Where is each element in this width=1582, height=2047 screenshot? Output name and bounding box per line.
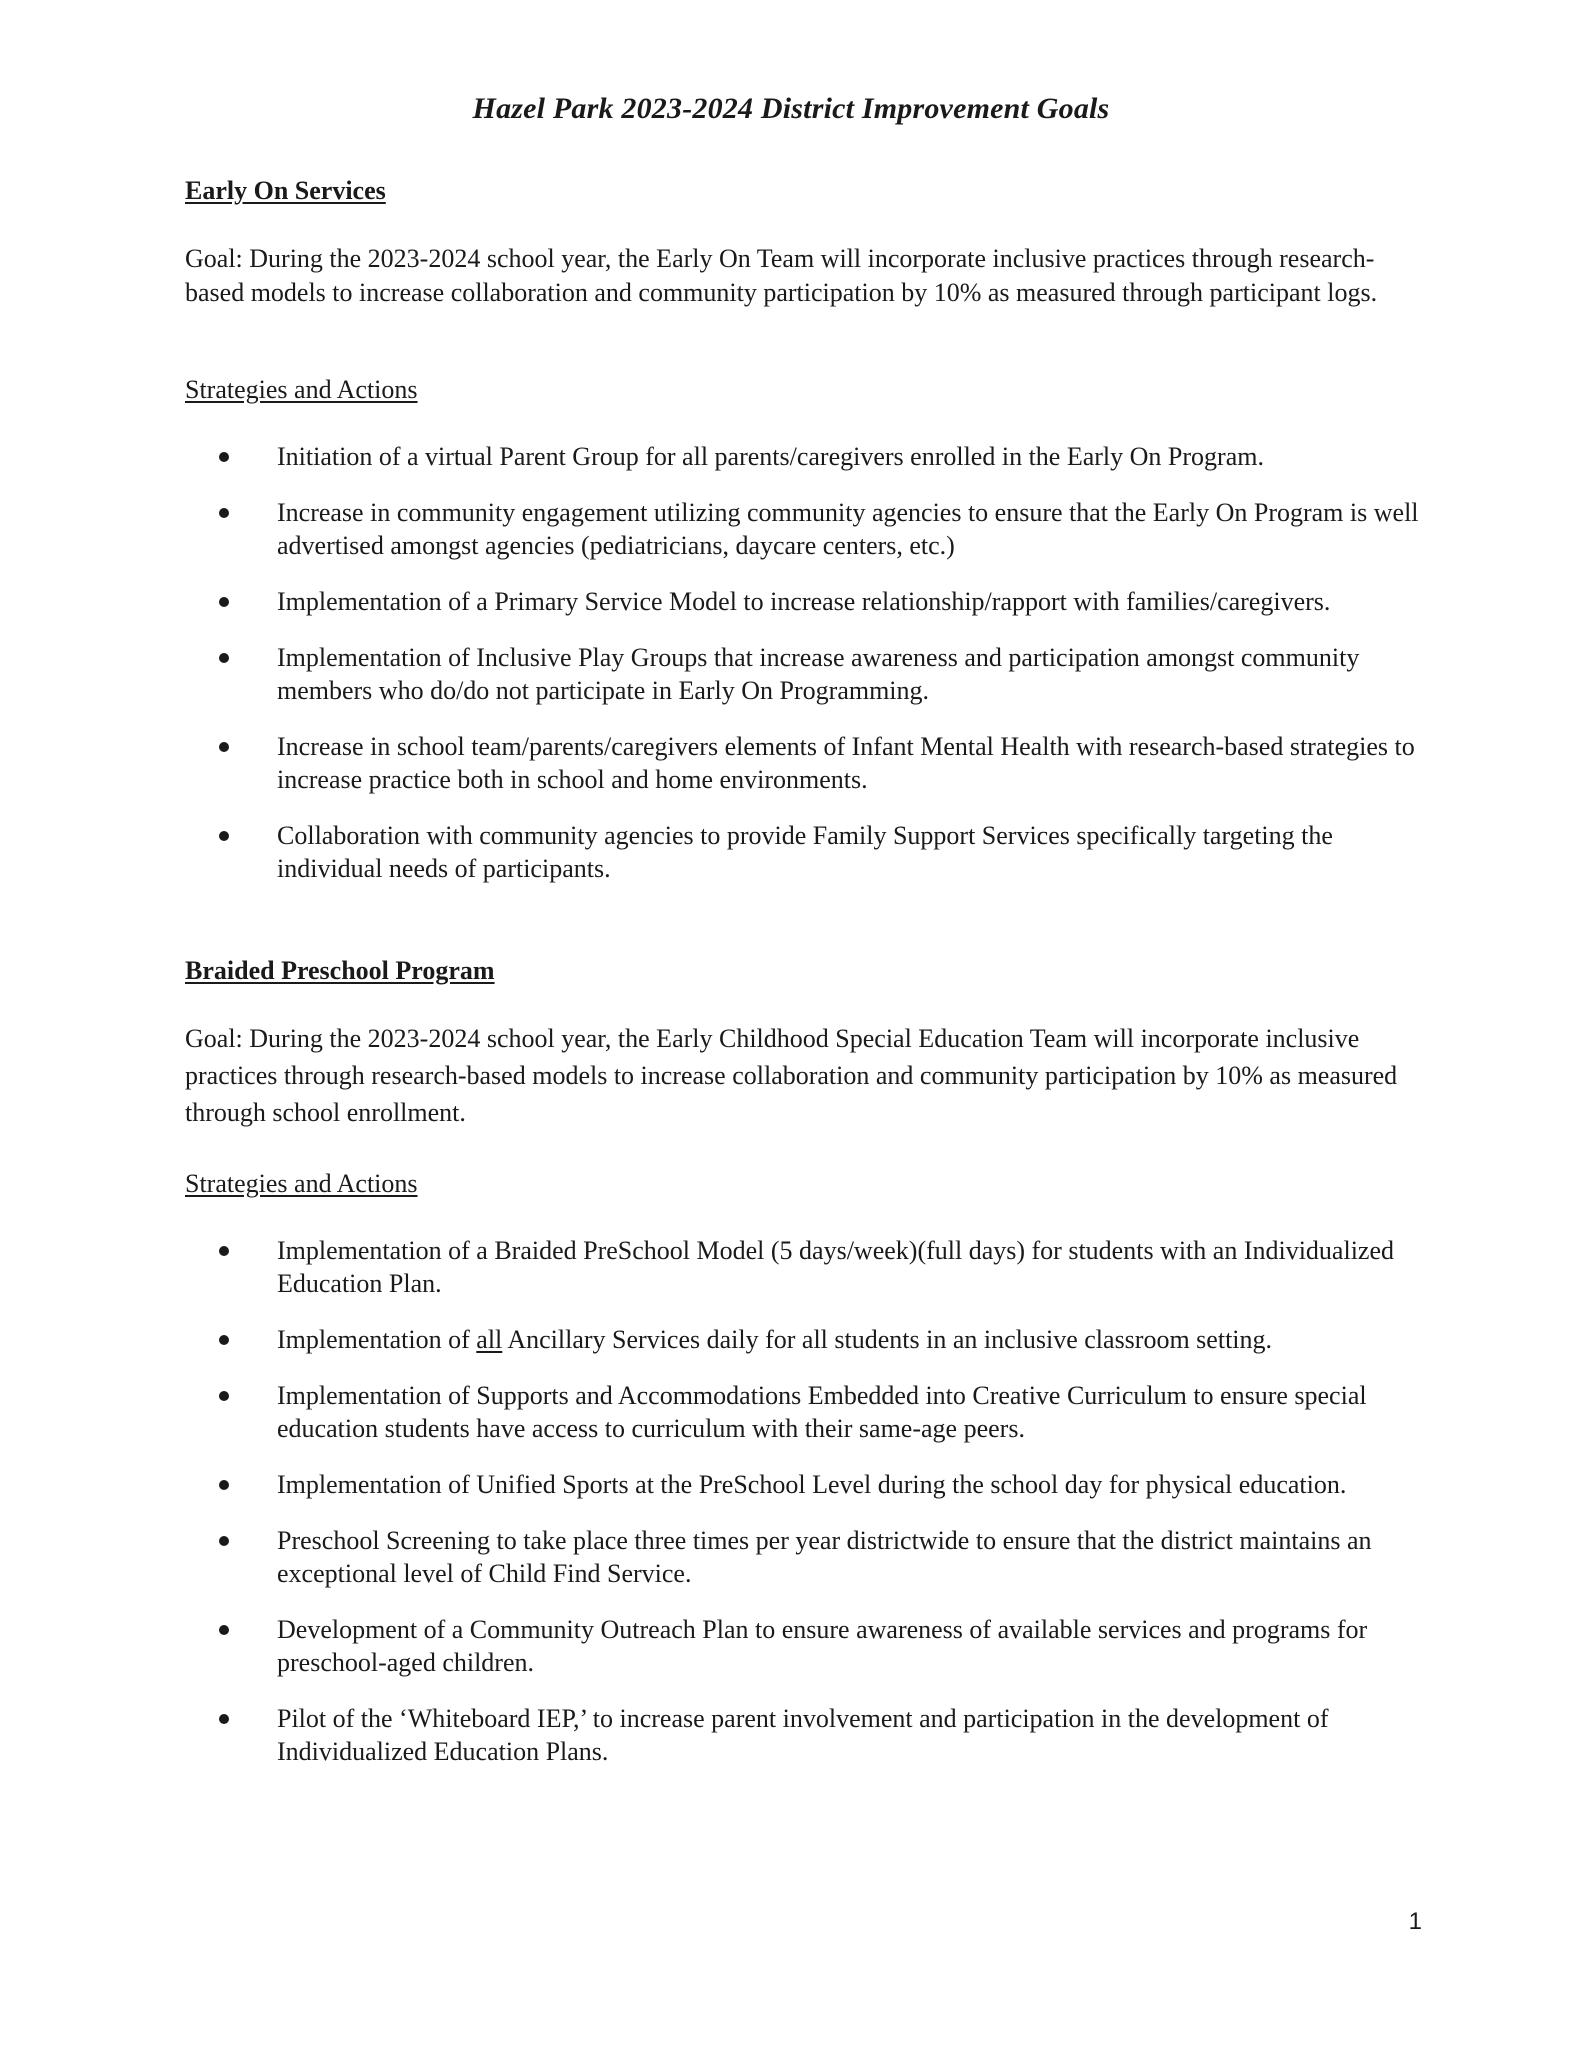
section-heading-early-on: Early On Services: [185, 176, 386, 205]
bullet-icon: [219, 831, 229, 841]
bullet-icon: [219, 597, 229, 607]
goal-early-on-block: [185, 242, 1425, 310]
bullet-icon: [219, 1536, 229, 1546]
list-item: Initiation of a virtual Parent Group for all parents/caregivers enrolled in the Early On Program.: [185, 440, 1435, 473]
section-braided-preschool: [185, 955, 1425, 987]
bullet-icon: [219, 452, 229, 462]
bullet-icon: [219, 653, 229, 663]
emphasis-underline: all: [476, 1325, 503, 1354]
bullet-icon: [219, 742, 229, 752]
strategies-list-braided: [185, 1234, 1435, 1768]
list-item: Implementation of Supports and Accommodations Embedded into Creative Curriculum to ensure special education students have access to curriculum with their same-age peers.: [185, 1379, 1435, 1445]
bullet-icon: [219, 508, 229, 518]
goal-braided-block: [185, 1020, 1425, 1131]
goal-early-on: Goal: During the 2023-2024 school year, the Early On Team will incorporate inclusive practices through research-based models to increase collaboration and community participation by 10% as measured through participant logs.: [185, 244, 1378, 307]
section-early-on: [185, 175, 1425, 207]
bullet-icon: [219, 1480, 229, 1490]
strategies-heading-early-on: Strategies and Actions: [185, 375, 418, 404]
list-item: Implementation of a Primary Service Model to increase relationship/rapport with families/caregivers.: [185, 585, 1435, 618]
bullet-icon: [219, 1335, 229, 1345]
list-item: Increase in community engagement utilizing community agencies to ensure that the Early On Program is well advertised amongst agencies (pediatricians, daycare centers, etc.): [185, 496, 1435, 562]
list-item: Development of a Community Outreach Plan to ensure awareness of available services and programs for preschool-aged children.: [185, 1613, 1435, 1679]
strategies-list-early-on: [185, 440, 1435, 885]
list-item: Preschool Screening to take place three times per year districtwide to ensure that the district maintains an exceptional level of Child Find Service.: [185, 1524, 1435, 1590]
section-heading-braided-preschool: Braided Preschool Program: [185, 956, 495, 985]
strategies-heading-braided: Strategies and Actions: [185, 1169, 418, 1198]
list-item: Implementation of Unified Sports at the PreSchool Level during the school day for physical education.: [185, 1468, 1435, 1501]
bullet-icon: [219, 1246, 229, 1256]
list-item: Implementation of all Ancillary Services daily for all students in an inclusive classroom setting.: [185, 1323, 1435, 1356]
list-item: Collaboration with community agencies to provide Family Support Services specifically targeting the individual needs of participants.: [185, 819, 1435, 885]
goal-braided-preschool: Goal: During the 2023-2024 school year, the Early Childhood Special Education Team will incorporate inclusive practices through research-based models to increase collaboration and community participation by 10% as measured through school enrollment.: [185, 1024, 1398, 1127]
list-item: Implementation of a Braided PreSchool Model (5 days/week)(full days) for students with an Individualized Education Plan.: [185, 1234, 1435, 1300]
page-number: 1: [1408, 1908, 1422, 1935]
document-title: Hazel Park 2023-2024 District Improvement Goals: [472, 92, 1110, 125]
strategies-early-on-block: [185, 374, 1425, 406]
strategies-braided-block: [185, 1168, 1425, 1200]
bullet-icon: [219, 1391, 229, 1401]
list-item: Pilot of the ‘Whiteboard IEP,’ to increase parent involvement and participation in the development of Individualized Education Plans.: [185, 1702, 1435, 1768]
bullet-icon: [219, 1625, 229, 1635]
list-item: Increase in school team/parents/caregivers elements of Infant Mental Health with research-based strategies to increase practice both in school and home environments.: [185, 730, 1435, 796]
bullet-icon: [219, 1714, 229, 1724]
list-item: Implementation of Inclusive Play Groups that increase awareness and participation amongst community members who do/do not participate in Early On Programming.: [185, 641, 1435, 707]
